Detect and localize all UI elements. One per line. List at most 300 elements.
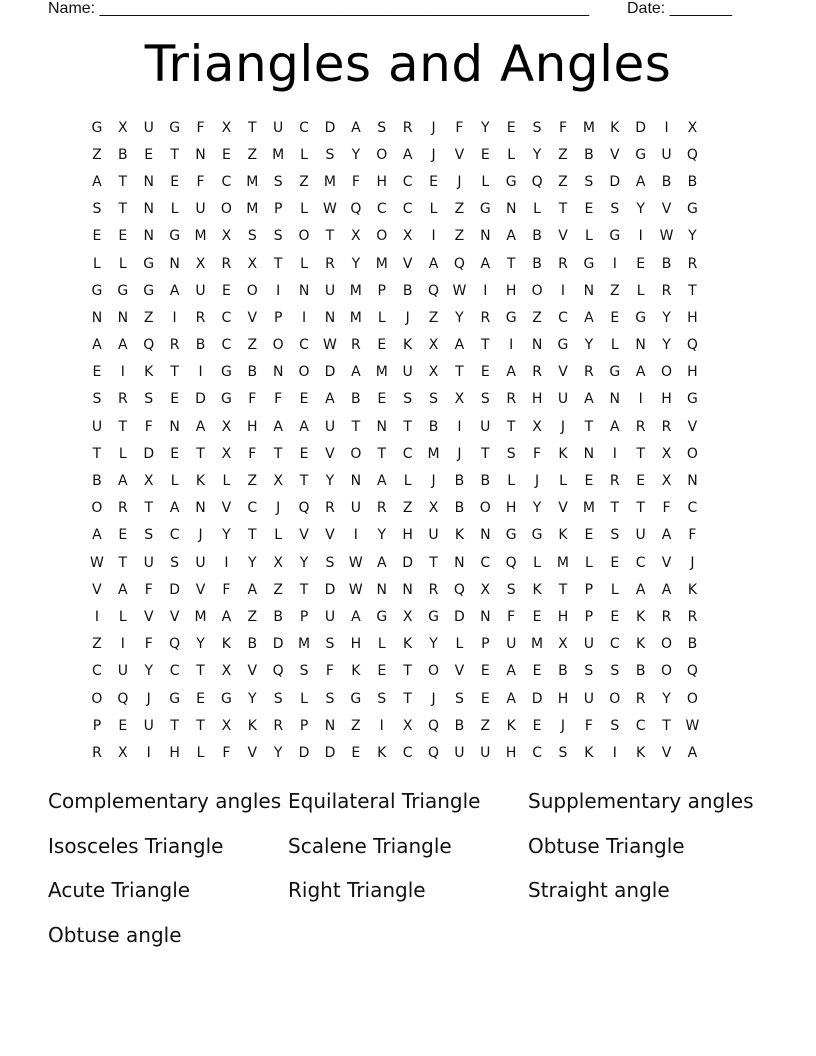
grid-letter: R: [428, 581, 439, 598]
grid-letter: L: [584, 554, 593, 571]
grid-letter: U: [661, 146, 672, 163]
grid-letter: L: [300, 146, 308, 163]
grid-letter: L: [93, 255, 101, 272]
word-list-item: Obtuse angle: [48, 922, 182, 947]
grid-letter: E: [299, 391, 309, 408]
grid-letter: Z: [92, 636, 102, 653]
grid-letter: N: [402, 581, 413, 598]
grid-letter: N: [91, 309, 103, 326]
grid-letter: E: [118, 228, 128, 245]
grid-letter: U: [195, 201, 206, 218]
grid-letter: F: [144, 581, 153, 598]
grid-letter: T: [506, 255, 516, 272]
grid-letter: R: [480, 309, 491, 326]
grid-letter: N: [143, 173, 154, 190]
grid-letter: T: [92, 445, 102, 462]
grid-letter: C: [247, 500, 258, 517]
grid-letter: Q: [686, 663, 698, 680]
grid-letter: T: [636, 500, 645, 517]
grid-letter: O: [246, 282, 258, 299]
grid-letter: N: [376, 581, 387, 598]
grid-letter: Z: [351, 717, 361, 734]
grid-letter: Y: [662, 337, 671, 354]
grid-letter: T: [636, 445, 645, 462]
grid-letter: U: [583, 690, 594, 707]
grid-letter: U: [91, 418, 103, 435]
grid-letter: P: [584, 608, 594, 625]
grid-letter: I: [94, 608, 100, 625]
grid-letter: T: [118, 201, 128, 218]
grid-letter: O: [531, 282, 543, 299]
grid-letter: V: [247, 663, 258, 680]
grid-letter: L: [274, 527, 283, 544]
grid-letter: F: [222, 744, 231, 761]
grid-letter: K: [221, 636, 231, 653]
grid-letter: B: [661, 173, 672, 190]
grid-letter: K: [377, 744, 387, 761]
grid-letter: U: [350, 500, 361, 517]
grid-letter: G: [143, 255, 155, 272]
grid-letter: A: [118, 581, 128, 598]
grid-letter: Q: [453, 255, 465, 272]
grid-letter: I: [146, 744, 151, 761]
grid-letter: T: [481, 337, 490, 354]
grid-letter: V: [687, 418, 698, 435]
grid-letter: T: [403, 690, 412, 707]
grid-row: [84, 332, 736, 359]
grid-letter: C: [635, 717, 646, 734]
grid-letter: M: [298, 636, 311, 653]
grid-letter: U: [143, 554, 154, 571]
grid-letter: L: [610, 581, 619, 598]
grid-letter: R: [402, 119, 413, 136]
grid-letter: B: [402, 282, 413, 299]
grid-letter: J: [431, 473, 436, 490]
grid-letter: X: [402, 228, 413, 245]
grid-letter: E: [610, 608, 620, 625]
grid-letter: L: [507, 473, 516, 490]
grid-letter: G: [169, 228, 181, 245]
grid-letter: X: [118, 744, 128, 761]
grid-letter: L: [636, 282, 645, 299]
grid-letter: Z: [480, 717, 491, 734]
grid-letter: C: [635, 554, 646, 571]
grid-letter: W: [452, 282, 467, 299]
grid-letter: D: [609, 173, 621, 190]
grid-letter: Z: [454, 201, 465, 218]
grid-letter: T: [273, 445, 283, 462]
grid-letter: I: [638, 228, 643, 245]
grid-letter: A: [221, 608, 232, 625]
grid-letter: A: [687, 744, 698, 761]
grid-letter: S: [584, 663, 594, 680]
grid-letter: X: [273, 554, 283, 571]
grid-letter: T: [610, 500, 620, 517]
grid-letter: M: [246, 173, 259, 190]
grid-letter: Z: [299, 173, 309, 190]
grid-letter: R: [376, 500, 387, 517]
grid-letter: I: [483, 282, 488, 299]
grid-letter: T: [144, 500, 153, 517]
grid-row: [84, 603, 736, 630]
grid-letter: O: [298, 364, 310, 381]
grid-letter: K: [351, 663, 361, 680]
grid-letter: G: [169, 119, 181, 136]
grid-letter: Z: [247, 337, 258, 354]
grid-letter: G: [583, 255, 595, 272]
grid-letter: S: [454, 690, 464, 707]
grid-letter: P: [92, 717, 102, 734]
grid-letter: O: [661, 663, 673, 680]
grid-letter: A: [376, 473, 387, 490]
grid-letter: X: [351, 228, 361, 245]
grid-letter: F: [351, 173, 360, 190]
grid-letter: U: [324, 282, 336, 299]
grid-letter: Q: [531, 173, 543, 190]
grid-letter: U: [402, 364, 413, 381]
grid-letter: E: [170, 391, 180, 408]
grid-letter: T: [118, 173, 128, 190]
grid-letter: M: [375, 364, 388, 381]
grid-letter: S: [610, 663, 620, 680]
grid-letter: Q: [117, 690, 129, 707]
grid-letter: B: [195, 337, 206, 354]
grid-letter: N: [195, 146, 206, 163]
grid-letter: O: [350, 445, 362, 462]
grid-letter: K: [403, 636, 413, 653]
grid-letter: F: [248, 391, 257, 408]
grid-letter: C: [402, 173, 413, 190]
grid-letter: C: [402, 445, 413, 462]
grid-letter: V: [195, 581, 206, 598]
grid-letter: Y: [351, 255, 361, 272]
grid-letter: J: [535, 473, 540, 490]
grid-letter: P: [481, 636, 490, 653]
grid-letter: X: [273, 473, 283, 490]
grid-letter: H: [661, 391, 672, 408]
grid-letter: B: [428, 418, 439, 435]
grid-letter: G: [635, 309, 647, 326]
grid-letter: K: [636, 608, 646, 625]
grid-letter: E: [532, 663, 542, 680]
grid-letter: B: [687, 173, 698, 190]
grid-letter: A: [635, 364, 646, 381]
grid-letter: N: [531, 337, 543, 354]
grid-letter: Q: [143, 337, 155, 354]
grid-letter: Y: [688, 228, 697, 245]
grid-letter: M: [349, 309, 362, 326]
grid-letter: O: [661, 364, 673, 381]
grid-letter: L: [610, 337, 619, 354]
grid-row: [84, 359, 736, 386]
grid-letter: C: [221, 337, 232, 354]
grid-letter: U: [557, 391, 569, 408]
grid-letter: I: [457, 418, 462, 435]
word-list-item: Supplementary angles: [528, 789, 754, 813]
grid-letter: L: [118, 608, 127, 625]
grid-row: [84, 712, 736, 739]
grid-letter: A: [92, 173, 102, 190]
name-field[interactable]: Name: _______________________________________________________: [48, 0, 589, 17]
grid-letter: A: [454, 337, 465, 354]
grid-letter: N: [195, 500, 206, 517]
grid-letter: Q: [428, 282, 440, 299]
grid-letter: A: [661, 581, 672, 598]
grid-letter: Z: [428, 309, 439, 326]
grid-letter: X: [661, 473, 672, 490]
grid-row: [84, 658, 736, 685]
grid-letter: E: [377, 391, 387, 408]
grid-letter: E: [377, 337, 387, 354]
grid-letter: G: [531, 527, 543, 544]
grid-letter: E: [636, 255, 646, 272]
grid-letter: V: [661, 201, 672, 218]
grid-letter: R: [92, 744, 102, 761]
grid-letter: C: [169, 663, 180, 680]
grid-letter: F: [558, 119, 567, 136]
grid-row: [84, 250, 736, 277]
grid-letter: T: [351, 418, 361, 435]
grid-letter: J: [146, 690, 151, 707]
grid-letter: S: [273, 690, 283, 707]
grid-letter: N: [324, 309, 336, 326]
grid-letter: D: [169, 581, 180, 598]
grid-letter: X: [221, 445, 232, 462]
grid-letter: S: [584, 173, 594, 190]
grid-letter: R: [687, 608, 698, 625]
grid-letter: A: [299, 418, 309, 435]
grid-letter: S: [247, 228, 257, 245]
grid-letter: F: [222, 581, 231, 598]
grid-letter: O: [609, 690, 621, 707]
grid-letter: N: [143, 228, 154, 245]
grid-letter: L: [300, 690, 308, 707]
grid-letter: Y: [662, 690, 671, 707]
grid-letter: T: [196, 663, 205, 680]
grid-letter: Y: [584, 337, 594, 354]
grid-letter: E: [377, 663, 387, 680]
grid-letter: X: [428, 364, 439, 381]
grid-letter: T: [481, 445, 490, 462]
grid-letter: G: [609, 228, 621, 245]
grid-letter: B: [247, 636, 258, 653]
grid-letter: G: [169, 690, 181, 707]
grid-letter: S: [273, 173, 283, 190]
grid-letter: G: [220, 391, 232, 408]
grid-letter: C: [221, 309, 232, 326]
grid-letter: N: [480, 608, 491, 625]
grid-letter: H: [505, 282, 517, 299]
grid-letter: C: [558, 309, 568, 326]
grid-letter: X: [118, 119, 128, 136]
grid-letter: Z: [247, 146, 258, 163]
grid-letter: G: [505, 527, 517, 544]
grid-letter: A: [506, 663, 516, 680]
grid-letter: I: [612, 255, 617, 272]
grid-letter: O: [686, 445, 698, 462]
grid-letter: U: [428, 527, 439, 544]
grid-letter: E: [429, 173, 438, 190]
grid-letter: C: [299, 337, 309, 354]
grid-letter: G: [479, 201, 491, 218]
grid-row: [84, 576, 736, 603]
grid-letter: T: [196, 717, 205, 734]
grid-letter: S: [92, 391, 102, 408]
grid-letter: T: [558, 201, 568, 218]
grid-letter: R: [169, 337, 180, 354]
grid-letter: R: [661, 608, 672, 625]
grid-letter: T: [558, 581, 568, 598]
grid-letter: A: [661, 527, 672, 544]
grid-letter: I: [120, 364, 125, 381]
grid-row: [84, 467, 736, 494]
grid-letter: R: [117, 391, 128, 408]
grid-letter: Q: [505, 554, 517, 571]
grid-letter: T: [662, 717, 671, 734]
grid-letter: H: [350, 636, 362, 653]
grid-letter: N: [635, 337, 646, 354]
grid-letter: P: [584, 581, 594, 598]
grid-letter: X: [247, 255, 258, 272]
grid-letter: R: [635, 690, 646, 707]
grid-letter: V: [661, 554, 672, 571]
grid-letter: M: [246, 201, 259, 218]
grid-letter: D: [272, 636, 284, 653]
grid-letter: Y: [248, 554, 257, 571]
grid-letter: S: [506, 581, 516, 598]
grid-letter: L: [533, 201, 541, 218]
grid-letter: I: [509, 337, 514, 354]
grid-letter: X: [402, 717, 413, 734]
grid-letter: Y: [636, 201, 645, 218]
grid-row: [84, 168, 736, 195]
grid-letter: T: [584, 418, 594, 435]
grid-letter: Z: [247, 608, 258, 625]
grid-letter: V: [454, 663, 465, 680]
grid-letter: Y: [325, 473, 335, 490]
grid-letter: V: [247, 309, 258, 326]
grid-letter: W: [659, 228, 674, 245]
grid-letter: Y: [662, 309, 671, 326]
grid-letter: L: [170, 201, 179, 218]
grid-letter: A: [169, 282, 180, 299]
grid-letter: B: [661, 255, 672, 272]
grid-letter: I: [664, 119, 669, 136]
grid-letter: L: [118, 255, 127, 272]
grid-letter: R: [273, 717, 284, 734]
grid-letter: O: [376, 228, 388, 245]
grid-letter: L: [455, 636, 464, 653]
grid-letter: X: [428, 337, 439, 354]
grid-letter: M: [375, 255, 388, 272]
grid-letter: A: [195, 418, 206, 435]
grid-letter: N: [272, 364, 284, 381]
grid-letter: G: [350, 690, 362, 707]
grid-letter: A: [351, 608, 361, 625]
grid-row: [84, 277, 736, 304]
grid-letter: B: [118, 146, 128, 163]
grid-letter: H: [169, 744, 180, 761]
date-field[interactable]: Date: _______: [627, 0, 732, 17]
grid-row: [84, 549, 736, 576]
grid-letter: A: [118, 337, 128, 354]
grid-letter: B: [454, 500, 465, 517]
grid-letter: C: [402, 744, 413, 761]
grid-letter: Y: [248, 690, 257, 707]
grid-letter: K: [454, 527, 464, 544]
grid-letter: N: [583, 445, 595, 462]
grid-letter: G: [505, 309, 517, 326]
grid-letter: A: [609, 418, 620, 435]
page-title: Triangles and Angles: [144, 35, 672, 93]
grid-letter: X: [221, 717, 232, 734]
grid-letter: D: [324, 744, 336, 761]
grid-letter: B: [273, 608, 283, 625]
grid-letter: I: [638, 391, 643, 408]
grid-letter: C: [92, 663, 102, 680]
grid-letter: O: [298, 228, 310, 245]
grid-letter: V: [558, 500, 568, 517]
grid-letter: H: [557, 690, 569, 707]
grid-letter: H: [557, 608, 569, 625]
grid-letter: Y: [351, 146, 361, 163]
grid-letter: M: [531, 636, 544, 653]
grid-letter: B: [532, 255, 542, 272]
grid-letter: O: [479, 500, 491, 517]
grid-letter: E: [221, 146, 231, 163]
grid-letter: W: [323, 337, 337, 354]
grid-letter: E: [480, 364, 490, 381]
grid-letter: U: [117, 663, 128, 680]
grid-letter: Y: [532, 146, 542, 163]
word-list-item: Straight angle: [528, 878, 670, 902]
grid-letter: Y: [532, 500, 542, 517]
grid-letter: B: [454, 717, 465, 734]
grid-letter: X: [687, 119, 698, 136]
grid-letter: E: [584, 527, 594, 544]
grid-letter: F: [507, 608, 516, 625]
grid-letter: K: [532, 581, 542, 598]
grid-letter: E: [92, 364, 102, 381]
grid-letter: O: [428, 663, 440, 680]
grid-letter: F: [248, 445, 257, 462]
grid-letter: F: [325, 663, 334, 680]
grid-letter: C: [687, 500, 698, 517]
grid-letter: T: [248, 119, 257, 136]
grid-letter: I: [612, 744, 617, 761]
grid-letter: N: [298, 282, 310, 299]
grid-letter: Q: [428, 717, 440, 734]
grid-row: [84, 440, 736, 467]
grid-letter: E: [170, 445, 180, 462]
grid-letter: W: [90, 554, 104, 571]
grid-letter: G: [117, 282, 129, 299]
grid-letter: E: [506, 119, 516, 136]
grid-letter: L: [377, 636, 386, 653]
grid-letter: Z: [454, 228, 465, 245]
grid-letter: R: [221, 255, 232, 272]
grid-letter: A: [506, 690, 516, 707]
grid-letter: M: [427, 445, 440, 462]
grid-letter: L: [222, 473, 231, 490]
grid-letter: Y: [144, 663, 153, 680]
grid-letter: T: [688, 282, 697, 299]
grid-letter: I: [612, 445, 617, 462]
grid-letter: G: [687, 391, 698, 408]
grid-letter: I: [198, 364, 203, 381]
grid-letter: E: [480, 146, 490, 163]
grid-letter: R: [687, 255, 698, 272]
